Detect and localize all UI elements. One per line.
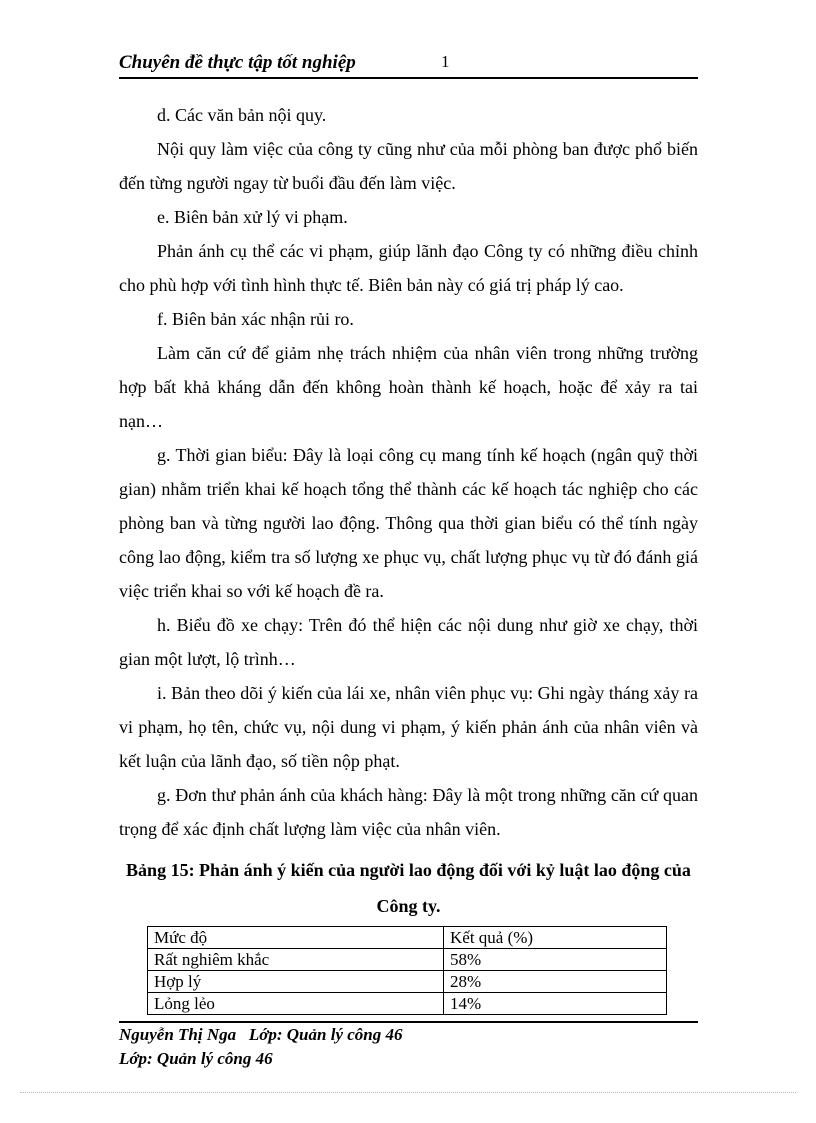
paragraph: d. Các văn bản nội quy. [157,105,327,125]
paragraph: g. Đơn thư phản ánh của khách hàng: Đây là một trong những căn cứ quan trọng để xác định chất lượng làm việc của nhân viên. [119,785,698,839]
page-bottom-edge [20,1092,796,1093]
table-header-row [148,927,667,949]
table-header-cell: Kết quả (%) [444,927,667,949]
table-cell: Hợp lý [148,971,444,993]
page-header [119,50,698,79]
paragraph: i. Bản theo dõi ý kiến của lái xe, nhân viên phục vụ: Ghi ngày tháng xảy ra vi phạm, họ tên, chức vụ, nội dung vi phạm, ý kiến phản ánh của nhân viên và kết luận của lãnh đạo, số tiền nộp phạt. [119,683,698,771]
paragraph: h. Biểu đồ xe chạy: Trên đó thể hiện các nội dung như giờ xe chạy, thời gian một lượt, lộ trình… [119,615,698,669]
table-cell: 14% [444,993,667,1015]
table-header-cell: Mức độ [148,927,444,949]
table-cell: 58% [444,949,667,971]
table-cell: Lỏng lẻo [148,993,444,1015]
header-title: Chuyên đề thực tập tốt nghiệp [119,52,356,73]
footer-author-line: Nguyễn Thị Nga Lớp: Quản lý công 46 [119,1025,403,1044]
paragraph: g. Thời gian biểu: Đây là loại công cụ mang tính kế hoạch (ngân quỹ thời gian) nhằm triển khai kế hoạch tổng thể thành các kế hoạch tác nghiệp cho các phòng ban và từng người lao động. Thông qua thời gian biểu có thể tính ngày công lao động, kiểm tra số lượng xe phục vụ, chất lượng phục vụ từ đó đánh giá việc triển khai so với kế hoạch đề ra. [119,445,698,601]
table-cell: 28% [444,971,667,993]
paragraph: Phản ánh cụ thể các vi phạm, giúp lãnh đạo Công ty có những điều chỉnh cho phù hợp với tình hình thực tế. Biên bản này có giá trị pháp lý cao. [119,241,698,295]
paragraph: Nội quy làm việc của công ty cũng như của mỗi phòng ban được phổ biến đến từng người ngay từ buổi đầu đến làm việc. [119,139,698,193]
document-body [119,98,698,846]
paragraph: Làm căn cứ để giảm nhẹ trách nhiệm của nhân viên trong những trường hợp bất khả kháng dẫn đến không hoàn thành kế hoạch, hoặc để xảy ra tai nạn… [119,343,698,431]
paragraph: f. Biên bản xác nhận rủi ro. [157,309,354,329]
page-number: 1 [441,52,450,71]
table-row [148,971,667,993]
table-cell: Rất nghiêm khắc [148,949,444,971]
footer-class-line: Lớp: Quản lý công 46 [119,1049,273,1068]
results-table [147,926,667,1015]
table-caption: Bảng 15: Phản ánh ý kiến của người lao động đối với kỷ luật lao động của Công ty. [126,860,691,916]
table-row [148,949,667,971]
table-row [148,993,667,1015]
paragraph: e. Biên bản xử lý vi phạm. [157,207,348,227]
page-footer [119,1021,698,1071]
